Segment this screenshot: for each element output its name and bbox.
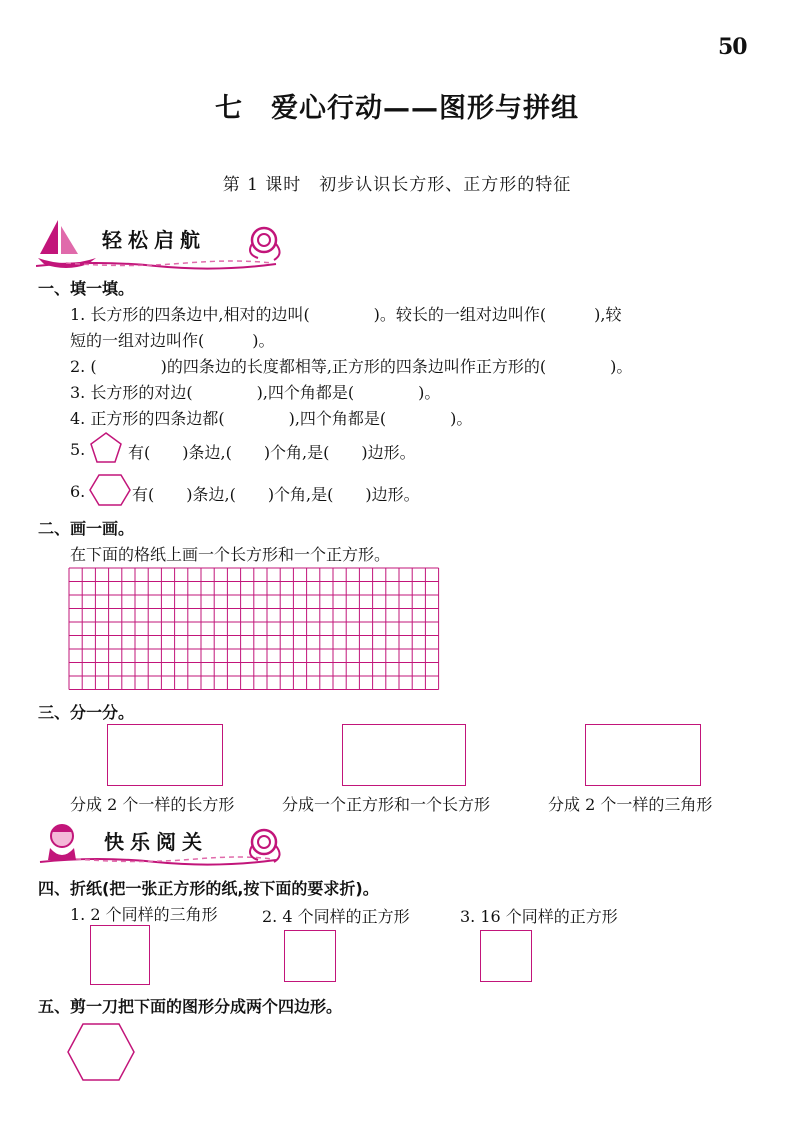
question-5-text: 有( )条边,( )个角,是( )边形。 bbox=[128, 443, 416, 462]
question-6-number: 6. bbox=[70, 482, 86, 501]
question-5-number: 5. bbox=[70, 440, 86, 459]
question-1-line-2: 短的一组对边叫作( )。 bbox=[70, 331, 275, 350]
question-2: 2. ( )的四条边的长度都相等,正方形的四条边叫作正方形的( )。 bbox=[70, 357, 633, 376]
banner-title: 轻松启航 bbox=[102, 228, 206, 252]
question-1-line-1: 1. 长方形的四条边中,相对的边叫( )。较长的一组对边叫作( ),较 bbox=[70, 305, 622, 324]
hexagon-cut-shape[interactable] bbox=[66, 1022, 136, 1082]
divide-label-1: 分成 2 个一样的长方形 bbox=[70, 795, 235, 814]
banner-title: 快乐阅关 bbox=[104, 830, 208, 854]
page-number: 50 bbox=[718, 34, 747, 60]
swirl-ornament-icon bbox=[250, 228, 280, 260]
divide-box-1[interactable] bbox=[107, 724, 223, 786]
hexagon-icon bbox=[88, 472, 132, 508]
unit-title: 七 爱心行动——图形与拼组 bbox=[215, 93, 579, 124]
draw-instruction: 在下面的格纸上画一个长方形和一个正方形。 bbox=[70, 545, 391, 564]
fold-item-2: 2. 4 个同样的正方形 bbox=[262, 907, 410, 926]
section-1-heading: 一、填一填。 bbox=[38, 279, 135, 298]
section-3-heading: 三、分一分。 bbox=[38, 703, 135, 722]
swirl-ornament-icon bbox=[250, 830, 280, 862]
fold-item-3: 3. 16 个同样的正方形 bbox=[460, 907, 618, 926]
question-3: 3. 长方形的对边( ),四个角都是( )。 bbox=[70, 383, 441, 402]
divide-label-2: 分成一个正方形和一个长方形 bbox=[282, 795, 491, 814]
divide-box-3[interactable] bbox=[585, 724, 701, 786]
banner-happy-reading bbox=[36, 818, 296, 870]
question-6-text: 有( )条边,( )个角,是( )边形。 bbox=[132, 485, 420, 504]
lesson-subtitle: 第 1 课时 初步认识长方形、正方形的特征 bbox=[222, 175, 572, 195]
divide-box-2[interactable] bbox=[342, 724, 466, 786]
fold-item-1: 1. 2 个同样的三角形 bbox=[70, 905, 218, 924]
fold-square-3[interactable] bbox=[480, 930, 532, 982]
section-4-heading: 四、折纸(把一张正方形的纸,按下面的要求折)。 bbox=[38, 879, 379, 898]
question-4: 4. 正方形的四条边都( ),四个角都是( )。 bbox=[70, 409, 473, 428]
banner-easy-start bbox=[36, 214, 296, 270]
grid-paper[interactable] bbox=[68, 567, 442, 691]
divide-label-3: 分成 2 个一样的三角形 bbox=[548, 795, 713, 814]
section-5-heading: 五、剪一刀把下面的图形分成两个四边形。 bbox=[38, 997, 343, 1016]
fold-square-2[interactable] bbox=[284, 930, 336, 982]
pentagon-icon bbox=[88, 430, 124, 466]
fold-square-1[interactable] bbox=[90, 925, 150, 985]
section-2-heading: 二、画一画。 bbox=[38, 519, 135, 538]
